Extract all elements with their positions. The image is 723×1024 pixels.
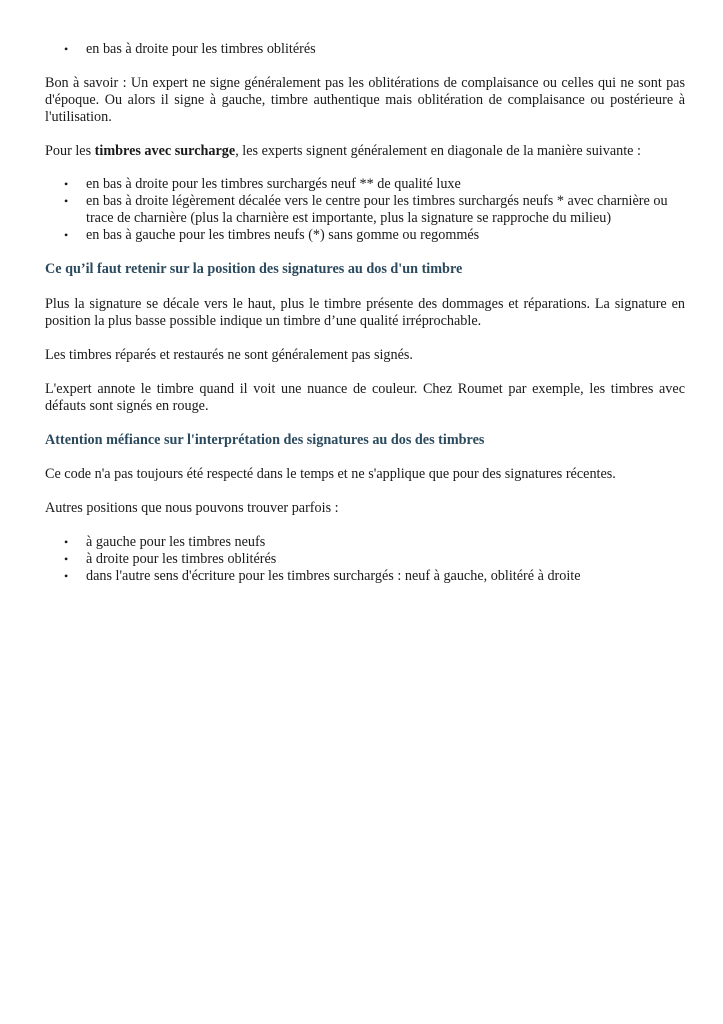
para-decale: Plus la signature se décale vers le haut, plus le timbre présente des dommages et réparations. La signature en position la plus basse possible indique un timbre d’une qualité irréprochable. — [45, 296, 685, 329]
list-item-text: dans l'autre sens d'écriture pour les timbres surchargés : neuf à gauche, oblitéré à droite — [86, 568, 581, 584]
surcharge-intro-before: Pour les — [45, 143, 95, 159]
list-item-text: en bas à droite pour les timbres oblitérés — [86, 41, 316, 57]
heading-attention: Attention méfiance sur l'interprétation des signatures au dos des timbres — [45, 432, 485, 448]
bullet-icon: • — [64, 194, 69, 208]
surcharge-intro-after: , les experts signent généralement en diagonale de la manière suivante : — [235, 143, 641, 159]
list-surcharge — [45, 176, 685, 244]
list-item-text: en bas à droite pour les timbres surchargés neuf ** de qualité luxe — [86, 176, 461, 192]
para-autres: Autres positions que nous pouvons trouver parfois : — [45, 500, 339, 516]
bullet-icon: • — [64, 552, 69, 566]
para-surcharge-intro — [45, 143, 685, 160]
para-annote: L'expert annote le timbre quand il voit une nuance de couleur. Chez Roumet par exemple, les timbres avec défauts sont signés en rouge. — [45, 381, 685, 414]
para-repares: Les timbres réparés et restaurés ne sont généralement pas signés. — [45, 347, 413, 363]
list-item — [45, 227, 685, 244]
list-item-text: à droite pour les timbres oblitérés — [86, 551, 277, 567]
list-item — [45, 41, 685, 58]
para-code: Ce code n'a pas toujours été respecté dans le temps et ne s'applique que pour des signatures récentes. — [45, 466, 616, 482]
bullet-icon: • — [64, 228, 69, 242]
para-bon-a-savoir: Bon à savoir : Un expert ne signe généralement pas les oblitérations de complaisance ou celles qui ne sont pas d'époque. Ou alors il signe à gauche, timbre authentique mais oblitération de complaisance ou postérieure à l'utilisation. — [45, 75, 685, 125]
list-item — [45, 176, 685, 193]
surcharge-intro-bold: timbres avec surcharge — [94, 143, 236, 159]
heading-retenir: Ce qu’il faut retenir sur la position des signatures au dos d'un timbre — [45, 261, 463, 277]
list-item-text: à gauche pour les timbres neufs — [86, 534, 266, 550]
document-page — [45, 41, 685, 585]
list-item-text: en bas à gauche pour les timbres neufs (*) sans gomme ou regommés — [86, 227, 480, 243]
bullet-icon: • — [64, 569, 69, 583]
bullet-icon: • — [64, 42, 69, 56]
bullet-icon: • — [64, 535, 69, 549]
list-item — [45, 551, 685, 568]
list-top — [45, 41, 685, 58]
bullet-icon: • — [64, 177, 69, 191]
list-autres — [45, 534, 685, 585]
list-item — [45, 193, 685, 227]
list-item — [45, 568, 685, 585]
list-item-text: en bas à droite légèrement décalée vers le centre pour les timbres surchargés neufs * avec charnière ou trace de charnière (plus la charnière est importante, plus la signature se rapproche du milieu) — [86, 193, 668, 226]
list-item — [45, 534, 685, 551]
